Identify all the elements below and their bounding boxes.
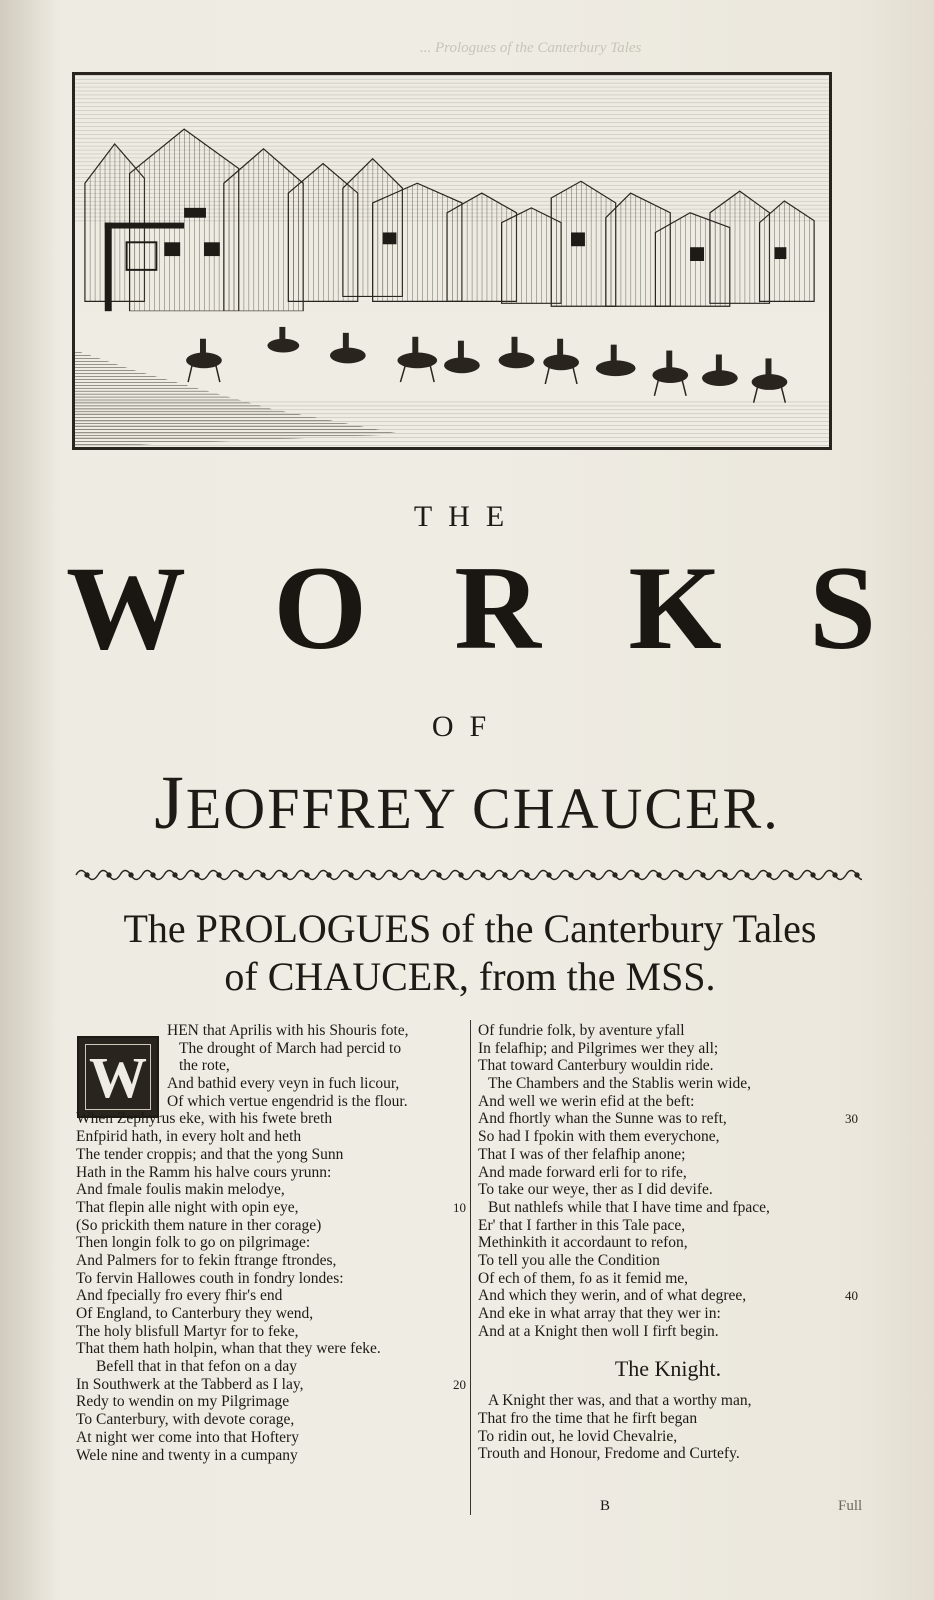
- verse-text: Hath in the Ramm his halve cours yrunn:: [76, 1163, 332, 1181]
- verse-line: [76, 1411, 466, 1429]
- verse-text: Then longin folk to go on pilgrimage:: [76, 1234, 311, 1252]
- verse-text: Trouth and Honour, Fredome and Curtefy.: [478, 1445, 740, 1463]
- ornament-dot: [833, 873, 837, 877]
- verse-text: But nathlefs while that I have time and fpace,: [488, 1198, 770, 1216]
- verse-line: [76, 1447, 466, 1465]
- verse-text: the rote,: [179, 1057, 230, 1075]
- verse-text: That I was of ther felafhip anone;: [478, 1145, 686, 1163]
- verse-text: (So prickith them nature in ther corage): [76, 1216, 322, 1234]
- ornament-dot: [283, 873, 287, 877]
- ornament-dot: [547, 873, 551, 877]
- ornament-dot: [151, 873, 155, 877]
- verse-text: That fro the time that he firft began: [478, 1410, 698, 1428]
- ornament-dot: [679, 873, 683, 877]
- verse-line: [478, 1057, 858, 1075]
- verse-line: [76, 1429, 466, 1447]
- line-number: 40: [845, 1288, 858, 1304]
- knight-verses: [478, 1392, 858, 1463]
- frontispiece-engraving: [72, 72, 832, 450]
- ornament-dot: [657, 873, 661, 877]
- line-number: 10: [453, 1199, 466, 1215]
- ornament-dot: [459, 873, 463, 877]
- ornament-dot: [305, 873, 309, 877]
- ornament-dot: [107, 873, 111, 877]
- ornament-dot: [525, 873, 529, 877]
- verse-text: That flepin alle night with opin eye,: [76, 1198, 299, 1216]
- verse-line: [478, 1164, 858, 1182]
- ornament-dot: [855, 873, 859, 877]
- verse-line: [76, 1057, 466, 1075]
- prologue-heading-line1: The PROLOGUES of the Canterbury Tales: [123, 906, 817, 951]
- verse-text: Befell that in that fefon on a day: [96, 1358, 298, 1376]
- verse-line: [76, 1358, 466, 1376]
- author-initial: J: [154, 761, 186, 845]
- line-number: 20: [453, 1376, 466, 1392]
- ornament-dot: [327, 873, 331, 877]
- verse-line: [478, 1075, 858, 1093]
- verse-text: Of fundrie folk, by aventure yfall: [478, 1022, 685, 1039]
- verse-line: [76, 1022, 466, 1040]
- verse-text: And fhortly whan the Sunne was to reft,: [478, 1110, 727, 1128]
- verse-text: And fmale foulis makin melodye,: [76, 1181, 285, 1199]
- verse-text: And well we werin efid at the beft:: [478, 1092, 695, 1110]
- title-of: OF: [431, 710, 503, 743]
- author-rest: EOFFREY CHAUCER.: [185, 776, 780, 841]
- verse-line: [478, 1217, 858, 1235]
- ornament-dot: [195, 873, 199, 877]
- signature-mark: B: [600, 1498, 611, 1514]
- verse-text: A Knight ther was, and that a worthy man,: [488, 1392, 752, 1410]
- verse-text: So had I fpokin with them everychone,: [478, 1128, 720, 1146]
- verse-line: [478, 1445, 858, 1463]
- ornament-dot: [85, 873, 89, 877]
- knight-heading: The Knight.: [614, 1356, 722, 1382]
- column-divider: [470, 1020, 471, 1515]
- verse-text: And eke in what array that they wer in:: [478, 1305, 721, 1322]
- verse-text: In Southwerk at the Tabberd as I lay,: [76, 1375, 304, 1393]
- ornament-dot: [173, 873, 177, 877]
- ornament-dot: [701, 873, 705, 877]
- verse-line: [478, 1093, 858, 1111]
- verse-line: [76, 1075, 466, 1093]
- catchword: Full: [838, 1498, 863, 1514]
- ornament-dot: [349, 873, 353, 877]
- verse-text: The drought of March had percid to: [179, 1039, 402, 1057]
- verse-text: That toward Canterbury wouldin ride.: [478, 1057, 714, 1075]
- verse-text: HEN that Aprilis with his Shouris fote,: [167, 1022, 409, 1039]
- verse-line: [76, 1128, 466, 1146]
- verse-text: And bathid every veyn in fuch licour,: [167, 1075, 400, 1093]
- verse-text: In felafhip; and Pilgrimes wer they all;: [478, 1039, 719, 1057]
- verse-text: To fervin Hallowes couth in fondry londes:: [76, 1269, 344, 1287]
- verse-line: [478, 1128, 858, 1146]
- ornament-dot: [591, 873, 595, 877]
- verse-line: [478, 1287, 858, 1305]
- line-number: 30: [845, 1111, 858, 1127]
- verse-line: [76, 1146, 466, 1164]
- ornament-dot: [481, 873, 485, 877]
- prologue-heading: [60, 905, 880, 1001]
- verse-text: The Chambers and the Stablis werin wide,: [488, 1075, 752, 1093]
- verse-line: [76, 1252, 466, 1270]
- verse-text: Of England, to Canterbury they wend,: [76, 1305, 314, 1322]
- verse-line: [478, 1110, 858, 1128]
- verse-line: [76, 1323, 466, 1341]
- verse-line: [478, 1199, 858, 1217]
- verse-text: Methinkith it accordaunt to refon,: [478, 1234, 688, 1252]
- verse-line: [76, 1093, 466, 1111]
- ornament-dot: [415, 873, 419, 877]
- ornament-dot: [723, 873, 727, 877]
- ornament-dot: [789, 873, 793, 877]
- works-letter: K: [628, 541, 722, 674]
- ornament-dot: [437, 873, 441, 877]
- verse-line: [76, 1287, 466, 1305]
- ornament-dot: [811, 873, 815, 877]
- left-column: [76, 1022, 466, 1464]
- verse-line: [76, 1234, 466, 1252]
- ornament-dot: [569, 873, 573, 877]
- ornament-dot: [613, 873, 617, 877]
- verse-line: [76, 1199, 466, 1217]
- ornament-dot: [261, 873, 265, 877]
- verse-text: To Canterbury, with devote corage,: [76, 1411, 295, 1429]
- verse-line: [478, 1234, 858, 1252]
- verse-line: [478, 1181, 858, 1199]
- verse-text: Redy to wendin on my Pilgrimage: [76, 1393, 290, 1411]
- ornament-dot: [393, 873, 397, 877]
- verse-text: Of which vertue engendrid is the flour.: [167, 1092, 408, 1110]
- right-column-verses: [478, 1022, 858, 1340]
- ornament-dot: [503, 873, 507, 877]
- verse-text: And at a Knight then woll I firft begin.: [478, 1322, 719, 1340]
- verse-line: [478, 1252, 858, 1270]
- verse-line: [478, 1040, 858, 1058]
- verse-line: [76, 1181, 466, 1199]
- verse-line: [76, 1217, 466, 1235]
- verse-text: Of ech of them, fo as it femid me,: [478, 1269, 689, 1287]
- ornament-dot: [635, 873, 639, 877]
- ornament-dot: [129, 873, 133, 877]
- verse-text: Er' that I farther in this Tale pace,: [478, 1216, 686, 1234]
- show-through-text: ... Prologues of the Canterbury Tales: [420, 40, 642, 56]
- title-works: [66, 541, 876, 674]
- verse-text: When Zephyrus eke, with his fwete breth: [76, 1110, 333, 1128]
- verse-text: The holy blisfull Martyr for to feke,: [76, 1322, 299, 1340]
- ornament-dot: [767, 873, 771, 877]
- verse-text: That them hath holpin, whan that they were feke.: [76, 1340, 381, 1358]
- works-letter: W: [66, 541, 186, 674]
- verse-line: [478, 1410, 858, 1428]
- title-the: THE: [413, 500, 521, 533]
- works-letter: S: [809, 541, 876, 674]
- verse-line: [478, 1305, 858, 1323]
- verse-line: [76, 1110, 466, 1128]
- ornament-dot: [217, 873, 221, 877]
- verse-text: Enfpirid hath, in every holt and heth: [76, 1128, 302, 1146]
- verse-line: [478, 1323, 858, 1341]
- verse-line: [478, 1428, 858, 1446]
- verse-line: [478, 1146, 858, 1164]
- right-column: [478, 1022, 858, 1463]
- verse-line: [76, 1164, 466, 1182]
- verse-line: [478, 1022, 858, 1040]
- tabard-inn-illustration: [75, 75, 829, 447]
- ornamental-rule: [72, 865, 862, 885]
- ornament-dot: [371, 873, 375, 877]
- verse-text: The tender croppis; and that the yong Sunn: [76, 1145, 344, 1163]
- verse-line: [76, 1270, 466, 1288]
- verse-text: And which they werin, and of what degree,: [478, 1287, 747, 1305]
- verse-text: And Palmers for to fekin ftrange ftrondes,: [76, 1251, 337, 1269]
- verse-line: [478, 1270, 858, 1288]
- verse-line: [76, 1376, 466, 1394]
- prologue-heading-line2: of CHAUCER, from the MSS.: [224, 954, 716, 999]
- verse-text: To ridin out, he lovid Chevalrie,: [478, 1427, 678, 1445]
- drop-cap-letter: W: [85, 1044, 151, 1110]
- verse-text: Wele nine and twenty in a cumpany: [76, 1446, 298, 1464]
- verse-text: And made forward erli for to rife,: [478, 1163, 687, 1181]
- verse-line: [76, 1340, 466, 1358]
- verse-line: [76, 1040, 466, 1058]
- verse-text: And fpecially fro every fhir's end: [76, 1287, 283, 1305]
- verse-line: [76, 1305, 466, 1323]
- verse-line: [478, 1392, 858, 1410]
- author-name: [0, 760, 934, 847]
- verse-text: At night wer come into that Hoftery: [76, 1428, 299, 1446]
- ornament-dot: [239, 873, 243, 877]
- verse-text: To take our weye, ther as I did devife.: [478, 1181, 713, 1199]
- verse-line: [76, 1393, 466, 1411]
- verse-text: To tell you alle the Condition: [478, 1251, 660, 1269]
- works-letter: O: [273, 541, 367, 674]
- works-letter: R: [454, 541, 541, 674]
- ornament-dot: [745, 873, 749, 877]
